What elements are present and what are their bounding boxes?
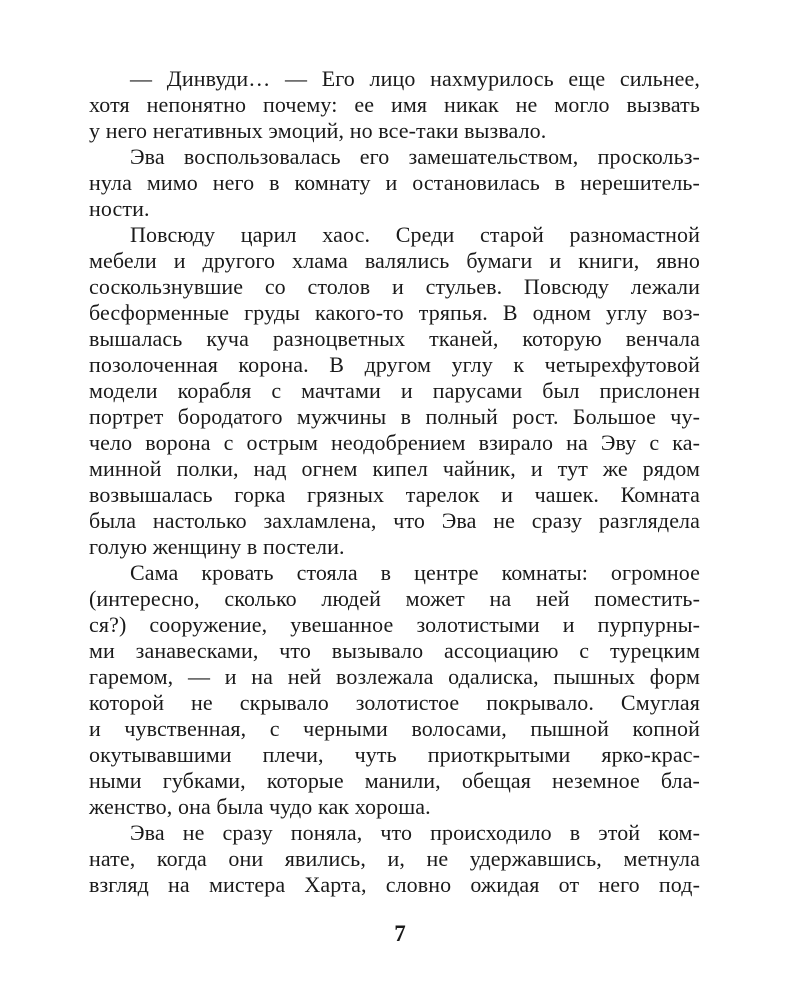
text-line: позолоченная корона. В другом углу к четырехфутовой xyxy=(89,352,700,377)
text-line: — Динвуди… — Его лицо нахмурилось еще сильнее, xyxy=(130,66,700,91)
text-line: у него негативных эмоций, но все-таки вызвало. xyxy=(89,118,547,143)
text-line: чело ворона с острым неодобрением взирало на Эву с ка- xyxy=(89,430,700,455)
text-line: минной полки, над огнем кипел чайник, и тут же рядом xyxy=(89,456,700,481)
text-line: модели корабля с мачтами и парусами был прислонен xyxy=(89,378,700,403)
text-line: нате, когда они явились, и, не удержавшись, метнула xyxy=(89,846,700,871)
text-line: которой не скрывало золотистое покрывало. Смуглая xyxy=(89,690,700,715)
text-line: нула мимо него в комнату и остановилась в нерешитель- xyxy=(89,170,700,195)
text-line: и чувственная, с черными волосами, пышной копной xyxy=(89,716,700,741)
text-line: взгляд на мистера Харта, словно ожидая от него под- xyxy=(89,872,700,897)
text-line: вышалась куча разноцветных тканей, которую венчала xyxy=(89,326,700,351)
text-line: гаремом, — и на ней возлежала одалиска, пышных форм xyxy=(89,664,700,689)
text-line: мебели и другого хлама валялись бумаги и книги, явно xyxy=(89,248,700,273)
text-line: портрет бородатого мужчины в полный рост. Большое чу- xyxy=(89,404,700,429)
text-line: женство, она была чудо как хороша. xyxy=(89,794,431,819)
text-line: (интересно, сколько людей может на ней поместить- xyxy=(89,586,700,611)
text-line: ми занавесками, что вызывало ассоциацию с турецким xyxy=(89,638,700,663)
text-line: окутывавшими плечи, чуть приоткрытыми ярко-крас- xyxy=(89,742,700,767)
body-text xyxy=(89,66,700,898)
page-number: 7 xyxy=(394,921,406,946)
text-line: бесформенные груды какого-то тряпья. В одном углу воз- xyxy=(89,300,700,325)
text-line: возвышалась горка грязных тарелок и чашек. Комната xyxy=(89,482,700,507)
text-line: Эва воспользовалась его замешательством, проскольз- xyxy=(130,144,700,169)
text-line: хотя непонятно почему: ее имя никак не могло вызвать xyxy=(89,92,700,117)
text-line: Сама кровать стояла в центре комнаты: огромное xyxy=(130,560,700,585)
text-line: голую женщину в постели. xyxy=(89,534,345,559)
text-line: Эва не сразу поняла, что происходило в этой ком- xyxy=(130,820,700,845)
text-line: ности. xyxy=(89,196,150,221)
text-line: ся?) сооружение, увешанное золотистыми и пурпурны- xyxy=(89,612,700,637)
text-line: была настолько захламлена, что Эва не сразу разглядела xyxy=(89,508,700,533)
text-line: ными губками, которые манили, обещая неземное бла- xyxy=(89,768,700,793)
text-line: Повсюду царил хаос. Среди старой разномастной xyxy=(130,222,700,247)
text-line: соскользнувшие со столов и стульев. Повсюду лежали xyxy=(89,274,700,299)
